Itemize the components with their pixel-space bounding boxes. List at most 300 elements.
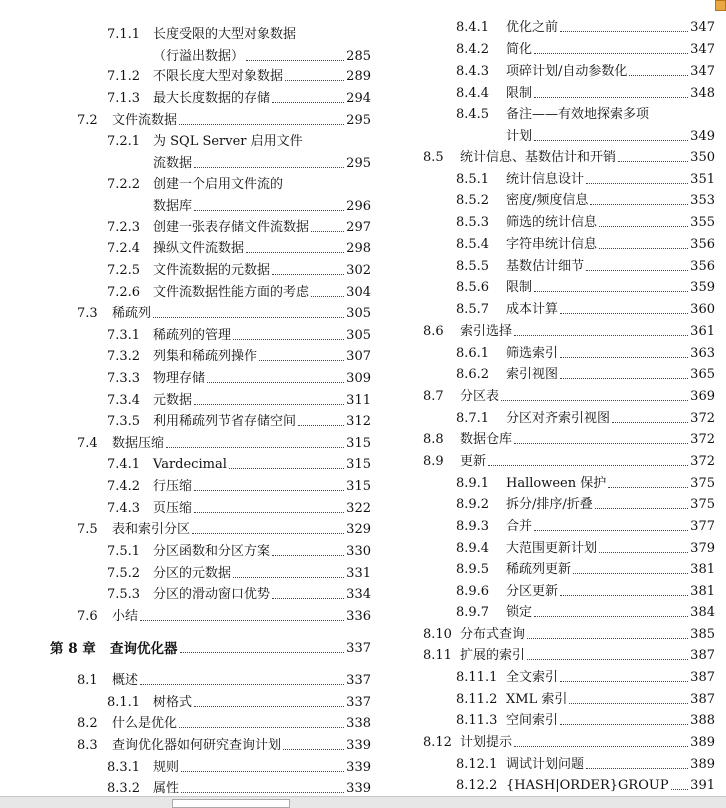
dot-leader: [560, 357, 688, 358]
toc-entry-page: 381: [690, 584, 715, 599]
toc-entry-page: 336: [346, 609, 371, 624]
dot-leader: [599, 552, 688, 553]
toc-entry-number: 第 8 章: [50, 641, 96, 657]
toc-entry[interactable]: [0, 303, 371, 325]
dot-leader: [612, 422, 688, 423]
toc-entry-title: 成本计算: [506, 302, 559, 317]
toc-entry-title: 空间索引: [506, 713, 559, 728]
toc-entry[interactable]: [380, 710, 715, 732]
toc-entry[interactable]: [0, 260, 371, 282]
toc-entry[interactable]: [380, 364, 715, 386]
toc-entry-number: 8.6: [423, 324, 444, 339]
toc-entry-number: 7.2.1: [107, 134, 141, 149]
toc-entry-page: 295: [346, 156, 371, 171]
toc-entry-page: 309: [346, 371, 371, 386]
toc-entry[interactable]: [0, 541, 371, 563]
toc-entry[interactable]: [0, 606, 371, 628]
toc-entry-page: 387: [690, 648, 715, 663]
toc-entry-title: 优化之前: [506, 20, 559, 35]
toc-entry[interactable]: [380, 538, 715, 560]
toc-entry-number: 7.3.4: [107, 393, 141, 408]
toc-entry-title: 概述: [112, 673, 139, 688]
toc-entry[interactable]: [380, 234, 715, 256]
toc-entry-title: 简化: [506, 42, 533, 57]
toc-entry[interactable]: [0, 411, 371, 433]
toc-entry[interactable]: [380, 645, 715, 667]
dot-leader: [573, 573, 688, 574]
toc-entry[interactable]: [0, 346, 371, 368]
dot-leader: [488, 465, 688, 466]
toc-entry-number: 7.2.4: [107, 241, 141, 256]
toc-entry-number: 8.9.7: [456, 605, 490, 620]
toc-entry-page: 385: [690, 627, 715, 642]
toc-entry[interactable]: [0, 174, 371, 214]
toc-entry-number: 8.4.3: [456, 64, 490, 79]
toc-entry-title-cont: 数据库: [153, 199, 193, 214]
toc-entry-title: 数据压缩: [112, 436, 165, 451]
dot-leader: [599, 248, 688, 249]
toc-entry[interactable]: [380, 169, 715, 191]
toc-entry-page: 285: [346, 49, 371, 64]
toc-entry-page: 339: [346, 781, 371, 796]
toc-entry[interactable]: [380, 559, 715, 581]
toc-entry-number: 8.12.1: [456, 757, 498, 772]
toc-entry-title: 限制: [506, 280, 533, 295]
dot-leader: [194, 706, 344, 707]
dot-leader: [283, 749, 344, 750]
toc-entry-page: 289: [346, 69, 371, 84]
dot-leader: [246, 60, 344, 61]
toc-entry-page: 365: [690, 367, 715, 382]
toc-entry-page: 356: [690, 237, 715, 252]
toc-entry-number: 8.9.2: [456, 497, 490, 512]
toc-entry-number: 8.1.1: [107, 695, 141, 710]
toc-entry-title: Vardecimal: [153, 457, 227, 472]
toc-entry-page: 372: [690, 411, 715, 426]
toc-entry-number: 8.3.2: [107, 781, 141, 796]
toc-entry[interactable]: [0, 325, 371, 347]
toc-entry-page: 305: [346, 328, 371, 343]
toc-entry[interactable]: [380, 147, 715, 169]
toc-entry-page: 350: [690, 150, 715, 165]
toc-entry[interactable]: [380, 61, 715, 83]
toc-entry-page: 384: [690, 605, 715, 620]
toc-entry-page: 363: [690, 346, 715, 361]
toc-entry-number: 7.2.2: [107, 177, 141, 192]
dot-leader: [272, 274, 344, 275]
toc-entry-title-cont: 流数据: [153, 156, 193, 171]
toc-entry-title: 为 SQL Server 启用文件: [153, 134, 303, 149]
dot-leader: [259, 360, 344, 361]
toc-entry-page: 369: [690, 389, 715, 404]
toc-entry[interactable]: [380, 104, 715, 144]
dot-leader: [272, 555, 344, 556]
toc-entry-title: 分区表: [460, 389, 500, 404]
dot-leader: [534, 291, 688, 292]
toc-entry-number: 8.9.1: [456, 476, 490, 491]
toc-entry-page: 353: [690, 193, 715, 208]
toc-entry-number: 7.4.3: [107, 501, 141, 516]
toc-entry-page: 356: [690, 259, 715, 274]
toc-entry-number: 8.9.4: [456, 541, 490, 556]
dot-leader: [671, 789, 689, 790]
toc-entry[interactable]: [0, 66, 371, 88]
toc-entry-number: 7.3.5: [107, 414, 141, 429]
toc-entry-page: 389: [690, 735, 715, 750]
toc-entry-number: 8.5.3: [456, 215, 490, 230]
toc-entry-number: 7.2: [77, 113, 98, 128]
dot-leader: [272, 102, 344, 103]
toc-entry-number: 8.11.2: [456, 692, 498, 707]
toc-entry-page: 311: [346, 393, 371, 408]
toc-entry-page: 359: [690, 280, 715, 295]
toc-entry-page: 387: [690, 692, 715, 707]
toc-entry[interactable]: [380, 451, 715, 473]
dot-leader: [194, 404, 344, 405]
toc-entry-title: 锁定: [506, 605, 533, 620]
toc-entry[interactable]: [380, 212, 715, 234]
dot-leader: [595, 508, 688, 509]
toc-entry[interactable]: [0, 238, 371, 260]
toc-entry-number: 7.3.2: [107, 349, 141, 364]
toc-entry-number: 7.3.3: [107, 371, 141, 386]
toc-entry[interactable]: [380, 624, 715, 646]
toc-entry[interactable]: [0, 368, 371, 390]
dot-leader: [229, 468, 344, 469]
toc-entry-number: 7.5: [77, 522, 98, 537]
dot-leader: [233, 577, 344, 578]
dot-leader: [514, 443, 688, 444]
toc-entry[interactable]: [0, 757, 371, 779]
toc-entry-title: 分区的元数据: [153, 566, 232, 581]
toc-entry-number: 8.9.5: [456, 562, 490, 577]
toc-entry-page: 389: [690, 757, 715, 772]
toc-entry-page: 375: [690, 476, 715, 491]
toc-entry[interactable]: [0, 24, 371, 64]
toc-entry-number: 7.4.1: [107, 457, 141, 472]
toc-entry[interactable]: [380, 754, 715, 776]
toc-entry-number: 7.5.2: [107, 566, 141, 581]
toc-entry-title: 文件流数据: [112, 113, 178, 128]
dot-leader: [560, 378, 688, 379]
toc-entry[interactable]: [0, 519, 371, 541]
toc-entry-title: 统计信息设计: [506, 172, 585, 187]
toc-entry[interactable]: [0, 433, 371, 455]
dot-leader: [192, 533, 344, 534]
dot-leader: [166, 447, 344, 448]
toc-entry[interactable]: [0, 692, 371, 714]
toc-entry[interactable]: [380, 190, 715, 212]
toc-entry-number: 8.12.2: [456, 778, 498, 793]
toc-entry-page: 307: [346, 349, 371, 364]
toc-entry-number: 7.2.3: [107, 220, 141, 235]
dot-leader: [629, 75, 688, 76]
toc-entry[interactable]: [380, 17, 715, 39]
toc-entry-title: 数据仓库: [460, 432, 513, 447]
toc-entry-page: 297: [346, 220, 371, 235]
toc-entry-page: 334: [346, 587, 371, 602]
dot-leader: [180, 652, 345, 653]
toc-entry-page: 351: [690, 172, 715, 187]
toc-entry[interactable]: [0, 713, 371, 735]
toc-entry-page: 296: [346, 199, 371, 214]
toc-entry-title: 字符串统计信息: [506, 237, 598, 252]
dot-leader: [527, 638, 688, 639]
toc-entry-title: 创建一个启用文件流的: [153, 177, 284, 192]
dot-leader: [246, 252, 344, 253]
toc-entry[interactable]: [380, 299, 715, 321]
toc-entry-title: 利用稀疏列节省存储空间: [153, 414, 297, 429]
toc-entry-page: 298: [346, 241, 371, 256]
toc-entry-title: 密度/频度信息: [506, 193, 589, 208]
toc-entry-title: 页压缩: [153, 501, 193, 516]
toc-entry-number: 8.5.1: [456, 172, 490, 187]
toc-entry[interactable]: [0, 563, 371, 585]
dot-leader: [534, 530, 688, 531]
dot-leader: [181, 771, 344, 772]
toc-entry[interactable]: [0, 670, 371, 692]
toc-entry[interactable]: [0, 390, 371, 412]
toc-entry-page: 391: [690, 778, 715, 793]
toc-entry-title: 稀疏列更新: [506, 562, 572, 577]
toc-entry-title: 不限长度大型对象数据: [153, 69, 284, 84]
toc-entry-title: 稀疏列的管理: [153, 328, 232, 343]
toc-entry-page: 295: [346, 113, 371, 128]
toc-entry-title: 基数估计细节: [506, 259, 585, 274]
toc-entry-title: 小结: [112, 609, 139, 624]
viewer-status-bar: [0, 796, 726, 808]
dot-leader: [179, 727, 344, 728]
toc-entry-title: 分区的滑动窗口优势: [153, 587, 271, 602]
dot-leader: [586, 270, 688, 271]
toc-entry[interactable]: [380, 83, 715, 105]
toc-entry[interactable]: [380, 689, 715, 711]
dot-leader: [311, 296, 344, 297]
toc-entry[interactable]: [380, 494, 715, 516]
toc-entry[interactable]: [0, 638, 371, 660]
toc-entry-title: 索引视图: [506, 367, 559, 382]
toc-entry-page: 337: [346, 641, 371, 656]
toc-entry-number: 7.4: [77, 436, 98, 451]
dot-leader: [140, 620, 344, 621]
toc-entry[interactable]: [0, 735, 371, 757]
toc-entry-title: 稀疏列: [112, 306, 152, 321]
dot-leader: [534, 140, 688, 141]
toc-entry-title: 操纵文件流数据: [153, 241, 245, 256]
toc-entry-title: 行压缩: [153, 479, 193, 494]
toc-entry-number: 8.8: [423, 432, 444, 447]
toc-entry-title: 筛选的统计信息: [506, 215, 598, 230]
toc-entry-title: 树格式: [153, 695, 193, 710]
toc-entry-page: 379: [690, 541, 715, 556]
toc-entry[interactable]: [0, 584, 371, 606]
toc-entry-title: 文件流数据性能方面的考虑: [153, 285, 310, 300]
toc-entry-number: 7.5.1: [107, 544, 141, 559]
toc-entry-title: 统计信息、基数估计和开销: [460, 150, 617, 165]
toc-entry-page: 361: [690, 324, 715, 339]
toc-entry[interactable]: [380, 602, 715, 624]
toc-entry-title: 项碎计划/自动参数化: [506, 64, 628, 79]
toc-entry-number: 7.1.2: [107, 69, 141, 84]
toc-entry[interactable]: [380, 343, 715, 365]
toc-entry-page: 347: [690, 42, 715, 57]
dot-leader: [298, 425, 344, 426]
toc-entry-title: 全文索引: [506, 670, 559, 685]
toc-entry-page: 331: [346, 566, 371, 581]
dot-leader: [514, 746, 688, 747]
toc-entry-page: 338: [346, 716, 371, 731]
dot-leader: [527, 659, 688, 660]
toc-entry-number: 7.1.3: [107, 91, 141, 106]
toc-entry[interactable]: [0, 282, 371, 304]
toc-entry-title: 更新: [460, 454, 487, 469]
toc-entry[interactable]: [380, 39, 715, 61]
toc-entry-number: 8.5.2: [456, 193, 490, 208]
toc-entry-number: 8.11.1: [456, 670, 498, 685]
dot-leader: [501, 400, 688, 401]
toc-entry-title: 扩展的索引: [460, 648, 526, 663]
dot-leader: [534, 97, 688, 98]
toc-entry[interactable]: [380, 732, 715, 754]
toc-entry-title: 索引选择: [460, 324, 513, 339]
toc-entry-title: 分布式查询: [460, 627, 526, 642]
toc-entry-page: 339: [346, 760, 371, 775]
toc-entry-title: 列集和稀疏列操作: [153, 349, 258, 364]
toc-entry-title: XML 索引: [506, 692, 568, 707]
toc-entry-number: 8.3.1: [107, 760, 141, 775]
dot-leader: [194, 512, 344, 513]
toc-entry-number: 8.5.7: [456, 302, 490, 317]
dot-leader: [534, 616, 688, 617]
dot-leader: [599, 226, 688, 227]
toc-entry-title: 查询优化器如何研究查询计划: [112, 738, 282, 753]
toc-entry-title: 筛选索引: [506, 346, 559, 361]
toc-entry-page: 372: [690, 432, 715, 447]
toc-entry-title: 计划提示: [460, 735, 513, 750]
toc-entry-page: 387: [690, 670, 715, 685]
toc-entry-page: 337: [346, 695, 371, 710]
dot-leader: [285, 80, 344, 81]
dot-leader: [194, 210, 344, 211]
toc-entry[interactable]: [380, 667, 715, 689]
toc-entry[interactable]: [380, 321, 715, 343]
dot-leader: [233, 339, 344, 340]
toc-entry[interactable]: [0, 476, 371, 498]
toc-entry-title: 物理存储: [153, 371, 206, 386]
toc-entry-number: 8.10: [423, 627, 452, 642]
dot-leader: [153, 317, 344, 318]
toc-entry-page: 347: [690, 64, 715, 79]
toc-entry-page: 372: [690, 454, 715, 469]
toc-entry[interactable]: [380, 277, 715, 299]
toc-entry-page: 381: [690, 562, 715, 577]
toc-entry-title: Halloween 保护: [506, 476, 607, 491]
dot-leader: [179, 124, 344, 125]
toc-entry-number: 7.1.1: [107, 27, 141, 42]
toc-entry[interactable]: [0, 498, 371, 520]
toc-entry-title: 表和索引分区: [112, 522, 191, 537]
dot-leader: [560, 313, 688, 314]
toc-entry-number: 7.2.5: [107, 263, 141, 278]
toc-entry-page: 312: [346, 414, 371, 429]
toc-entry-page: 349: [690, 129, 715, 144]
toc-entry-page: 322: [346, 501, 371, 516]
toc-entry[interactable]: [0, 454, 371, 476]
dot-leader: [560, 681, 688, 682]
toc-entry[interactable]: [380, 581, 715, 603]
toc-entry[interactable]: [380, 775, 715, 797]
dot-leader: [590, 204, 688, 205]
toc-entry-title: 属性: [153, 781, 180, 796]
toc-entry[interactable]: [380, 473, 715, 495]
app-corner-icon[interactable]: [715, 0, 726, 11]
toc-entry-number: 7.3.1: [107, 328, 141, 343]
toc-entry[interactable]: [0, 88, 371, 110]
toc-entry-number: 8.4.5: [456, 107, 490, 122]
toc-entry-number: 8.5.6: [456, 280, 490, 295]
toc-entry-title: 长度受限的大型对象数据: [153, 27, 297, 42]
dot-leader: [560, 595, 688, 596]
toc-entry-page: 355: [690, 215, 715, 230]
toc-entry-page: 360: [690, 302, 715, 317]
toc-entry-page: 302: [346, 263, 371, 278]
toc-entry-page: 315: [346, 479, 371, 494]
toc-entry[interactable]: [0, 110, 371, 132]
toc-entry-title: 合并: [506, 519, 533, 534]
dot-leader: [272, 598, 344, 599]
toc-entry-number: 8.7.1: [456, 411, 490, 426]
toc-entry[interactable]: [0, 131, 371, 171]
toc-entry-page: 337: [346, 673, 371, 688]
toc-entry-number: 8.5.4: [456, 237, 490, 252]
toc-entry-number: 7.4.2: [107, 479, 141, 494]
dot-leader: [140, 684, 344, 685]
toc-entry-page: 347: [690, 20, 715, 35]
dot-leader: [586, 768, 688, 769]
toc-entry[interactable]: [380, 408, 715, 430]
toc-entry-number: 8.5: [423, 150, 444, 165]
toc-entry-number: 8.4.4: [456, 86, 490, 101]
dot-leader: [514, 335, 688, 336]
toc-entry-title: 分区对齐索引视图: [506, 411, 611, 426]
toc-entry-title: 元数据: [153, 393, 193, 408]
toc-entry[interactable]: [380, 429, 715, 451]
toc-entry[interactable]: [380, 256, 715, 278]
toc-entry-number: 8.2: [77, 716, 98, 731]
toc-entry-number: 8.11: [423, 648, 452, 663]
toc-entry-number: 8.11.3: [456, 713, 498, 728]
toc-entry-page: 348: [690, 86, 715, 101]
toc-entry[interactable]: [380, 386, 715, 408]
toc-entry-title: 限制: [506, 86, 533, 101]
toc-entry-title: 分区更新: [506, 584, 559, 599]
toc-entry-page: 315: [346, 436, 371, 451]
toc-entry-number: 8.4.2: [456, 42, 490, 57]
toc-entry-title: 备注——有效地探索多项: [506, 107, 650, 122]
dot-leader: [569, 703, 688, 704]
toc-entry-title: 大范围更新计划: [506, 541, 598, 556]
toc-entry[interactable]: [0, 217, 371, 239]
dot-leader: [194, 167, 344, 168]
toc-entry-number: 8.9: [423, 454, 444, 469]
toc-entry-title: 查询优化器: [110, 641, 178, 657]
dot-leader: [586, 183, 688, 184]
toc-entry[interactable]: [380, 516, 715, 538]
dot-leader: [618, 161, 688, 162]
toc-entry-number: 8.4.1: [456, 20, 490, 35]
toc-entry-page: 305: [346, 306, 371, 321]
toc-entry-number: 8.6.2: [456, 367, 490, 382]
